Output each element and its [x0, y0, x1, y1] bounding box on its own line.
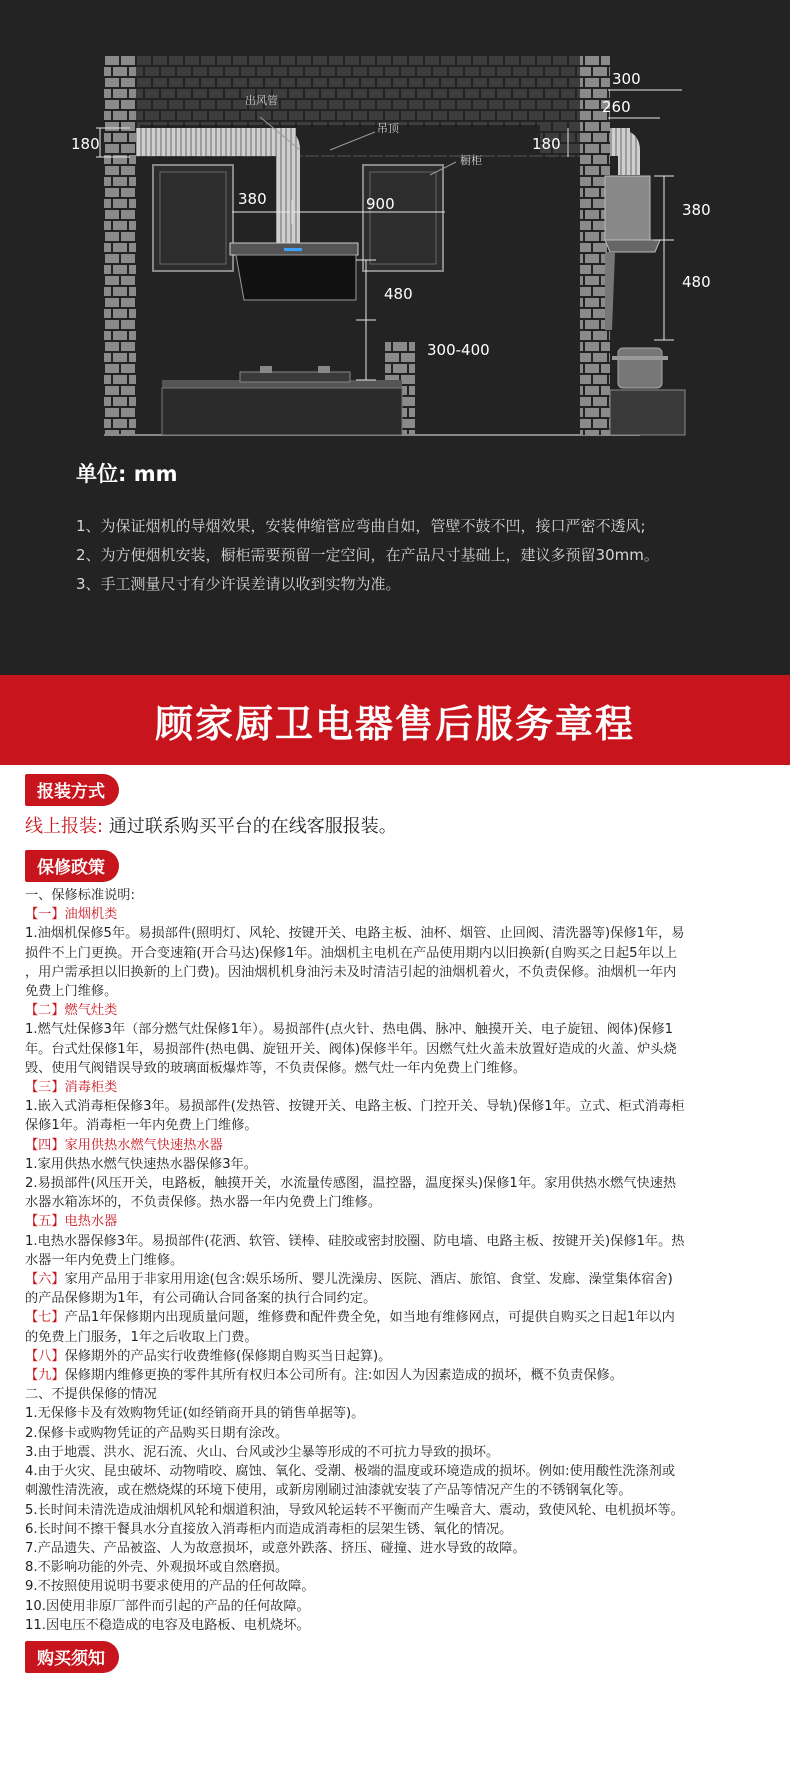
label-cabinet: 橱柜: [460, 154, 482, 167]
upper-cabinet-left: [153, 165, 233, 271]
dim-480-right: 480: [682, 273, 711, 291]
dim-260-right: 260: [602, 98, 631, 116]
warranty-line: 水器水箱冻坏的，不负责保修。热水器一年内免费上门维修。: [25, 1195, 382, 1211]
warranty-line: 的产品保修期为1年，有公司确认合同备案的执行合同约定。: [25, 1291, 377, 1307]
dim-380-right: 380: [682, 201, 711, 219]
warranty-line: 1.电热水器保修3年。易损部件(花洒、软管、镁棒、硅胶或密封胶圈、防电墙、电路主板、按键开关)保修1年。热: [25, 1233, 685, 1249]
warranty-line: 3.由于地震、洪水、泥石流、火山、台风或沙尘暴等形成的不可抗力导致的损坏。: [25, 1444, 500, 1460]
warranty-line: 毁、使用气阀错误导致的玻璃面板爆炸等，不负责保修。燃气灶一年内免费上门维修。: [25, 1060, 527, 1076]
warranty-line: 二、不提供保修的情况: [25, 1387, 157, 1403]
service-content: [25, 768, 775, 1677]
banner-title: 顾家厨卫电器售后服务章程: [154, 702, 635, 746]
dim-300-right: 300: [612, 70, 641, 88]
warranty-line: 水器一年内免费上门维修。: [25, 1252, 184, 1268]
base-cabinet: [162, 388, 402, 435]
tag-warranty-policy: 保修政策: [25, 850, 119, 882]
upper-cabinet-right: [363, 165, 443, 271]
dim-900: 900: [366, 195, 395, 213]
warranty-line: 1.家用供热水燃气快速热水器保修3年。: [25, 1156, 257, 1172]
warranty-line: 1.燃气灶保修3年（部分燃气灶保修1年）。易损部件(点火针、热电偶、脉冲、触摸开关、电子旋钮、阀体)保修1: [25, 1022, 674, 1038]
note-1: 1、为保证烟机的导烟效果，安装伸缩管应弯曲自如，管壁不鼓不凹，接口严密不透风;: [76, 517, 646, 535]
label-exhaust-pipe: 出风管: [245, 94, 278, 107]
warranty-line: 保修1年。消毒柜一年内免费上门维修。: [25, 1118, 258, 1134]
dim-300-400: 300-400: [427, 341, 490, 359]
warranty-line: 【三】消毒柜类: [25, 1080, 118, 1096]
note-3: 3、手工测量尺寸有少许误差请以收到实物为准。: [76, 575, 401, 593]
warranty-line: 【九】保修期内维修更换的零件其所有权归本公司所有。注:如因人为因素造成的损坏，概不负责保修。: [25, 1368, 623, 1384]
warranty-line: 年。台式灶保修1年，易损部件(热电偶、旋钮开关、阀体)保修半年。因燃气灶火盖未放置好造成的火盖、炉头烧: [25, 1041, 677, 1057]
warranty-line: 【八】保修期外的产品实行收费维修(保修期自购买当日起算)。: [25, 1348, 392, 1364]
warranty-line: 5.长时间未清洗造成油烟机风轮和烟道积油，导致风轮运转不平衡而产生噪音大、震动，致使风轮、电机损坏等。: [25, 1502, 684, 1518]
warranty-line: 8.不影响功能的外壳、外观损坏或自然磨损。: [25, 1560, 289, 1576]
warranty-line: 【七】产品1年保修期内出现质量问题，维修费和配件费全免，如当地有维修网点，可提供自购买之日起1年以内: [25, 1310, 675, 1326]
gas-stove: [240, 372, 350, 382]
warranty-text: [25, 886, 775, 1635]
warranty-line: 的免费上门服务，1年之后收取上门费。: [25, 1329, 258, 1345]
warranty-line: 10.因使用非原厂部件而引起的产品的任何故障。: [25, 1598, 310, 1614]
warranty-line: 2.保修卡或购物凭证的产品购买日期有涂改。: [25, 1425, 289, 1441]
label-ceiling: 吊顶: [377, 122, 399, 135]
left-wall: [104, 55, 136, 435]
duct-vertical: [276, 165, 300, 243]
warranty-line: 【二】燃气灶类: [25, 1003, 118, 1019]
warranty-line: 【六】家用产品用于非家用用途(包含:娱乐场所、婴儿洗澡房、医院、酒店、旅馆、食堂、发廊、澡堂集体宿舍): [25, 1272, 673, 1288]
install-notes: [76, 512, 659, 599]
right-hood-side: [605, 176, 650, 240]
warranty-line: 2.易损部件(风压开关，电路板，触摸开关，水流量传感图，温控器，温度探头)保修1年。家用供热水燃气快速热: [25, 1176, 677, 1192]
tag-purchase-notice: 购买须知: [25, 1641, 119, 1673]
installation-diagram: [0, 0, 790, 450]
online-report-text: 通过联系购买平台的在线客服报装。: [108, 816, 397, 837]
warranty-line: 1.无保修卡及有效购物凭证(如经销商开具的销售单据等)。: [25, 1406, 365, 1422]
warranty-line: 1.嵌入式消毒柜保修3年。易损部件(发热管、按键开关、电路主板、门控开关、导轨)保修1年。立式、柜式消毒柜: [25, 1099, 685, 1115]
tag-report-method: 报装方式: [25, 774, 119, 806]
service-banner: [0, 675, 790, 765]
installation-diagram-section: [0, 0, 790, 675]
warranty-line: 一、保修标准说明:: [25, 888, 135, 903]
warranty-line: 6.长时间不擦干餐具水分直接放入消毒柜内而造成消毒柜的层架生锈、氧化的情况。: [25, 1521, 513, 1537]
warranty-line: 9.不按照使用说明书要求使用的产品的任何故障。: [25, 1579, 315, 1595]
warranty-line: 【一】油烟机类: [25, 907, 118, 923]
warranty-line: 免费上门维修。: [25, 984, 118, 1000]
warranty-line: 【五】电热水器: [25, 1214, 118, 1230]
warranty-line: 7.产品遗失、产品被盗、人为故意损坏，或意外跌落、挤压、碰撞、进水导致的故障。: [25, 1540, 526, 1556]
warranty-line: 1.油烟机保修5年。易损部件(照明灯、风轮、按键开关、电路主板、油杯、烟管、止回阀、清洗器等)保修1年，易: [25, 926, 685, 942]
right-stove-counter: [610, 390, 685, 435]
unit-label: 单位: mm: [76, 462, 178, 486]
warranty-line: 损件不上门更换。开合变速箱(开合马达)保修1年。油烟机主电机在产品使用期内以旧换新(自购买之日起5年以上: [25, 945, 678, 961]
cooking-pot: [618, 348, 662, 388]
warranty-line: 4.由于火灾、昆虫破坏、动物啃咬、腐蚀、氧化、受潮、极端的温度或环境造成的损坏。例如:使用酸性洗涤剂或: [25, 1464, 676, 1480]
dim-180-right: 180: [532, 135, 561, 153]
warranty-line: 刺激性清洗液，或在燃烧煤的环境下使用，或新房刚刷过油漆就安装了产品等情况产生的不锈钢氧化等。: [25, 1483, 632, 1499]
dim-180-left: 180: [71, 135, 100, 153]
warranty-line: ，用户需承担以旧换新的上门费)。因油烟机机身油污未及时清洁引起的油烟机着火，不负责保修。油烟机一年内: [25, 964, 677, 980]
online-report-label: 线上报装:: [25, 816, 104, 837]
online-report-line: [25, 812, 775, 838]
right-hood-bracket: [605, 252, 615, 330]
dim-380-left: 380: [238, 190, 267, 208]
note-2: 2、为方便烟机安装，橱柜需要预留一定空间，在产品尺寸基础上，建议多预留30mm。: [76, 546, 659, 564]
exhaust-duct: [136, 128, 296, 156]
warranty-line: 【四】家用供热水燃气快速热水器: [25, 1137, 223, 1153]
dim-480-left: 480: [384, 285, 413, 303]
range-hood-panel: [236, 255, 356, 300]
warranty-line: 11.因电压不稳造成的电容及电路板、电机烧坏。: [25, 1617, 310, 1633]
